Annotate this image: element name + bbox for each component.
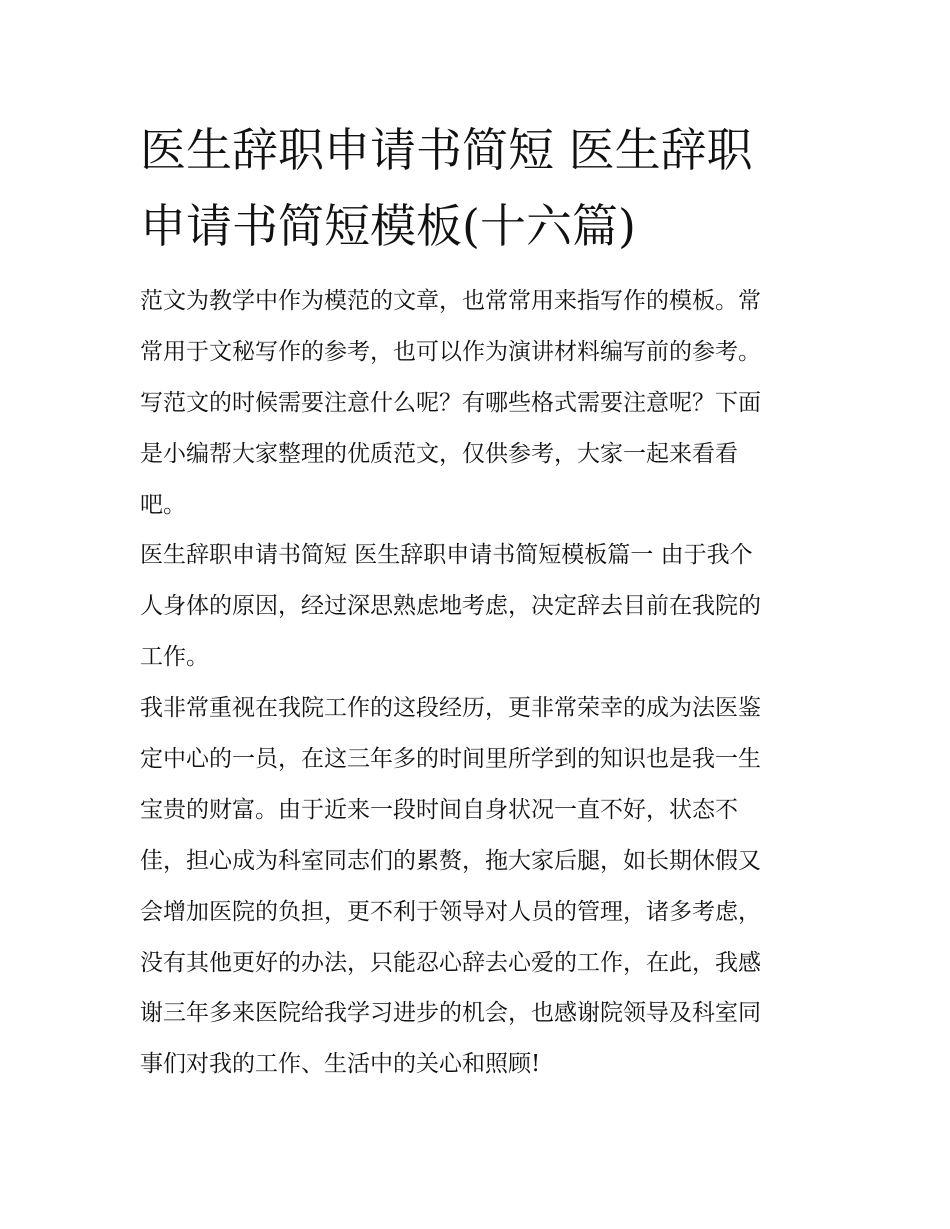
body-line: 佳，担心成为科室同志们的累赘，拖大家后腿，如长期休假又 (140, 847, 761, 874)
body-line: 人身体的原因，经过深思熟虑地考虑，决定辞去目前在我院的 (140, 593, 761, 620)
body-line: 定中心的一员，在这三年多的时间里所学到的知识也是我一生 (140, 746, 761, 773)
body-line: 范文为教学中作为模范的文章，也常常用来指写作的模板。常 (140, 288, 761, 314)
body-line: 医生辞职申请书简短 医生辞职申请书简短模板篇一 由于我个 (140, 542, 753, 569)
body-line: 我非常重视在我院工作的这段经历，更非常荣幸的成为法医鉴 (140, 695, 761, 722)
body-line: 工作。 (140, 644, 209, 671)
body-line: 吧。 (140, 491, 186, 518)
body-line: 写范文的时候需要注意什么呢？有哪些格式需要注意呢？下面 (140, 389, 761, 416)
title-line: 医生辞职申请书简短 医生辞职 (140, 123, 753, 177)
body-line: 是小编帮大家整理的优质范文，仅供参考，大家一起来看看 (140, 440, 738, 467)
body-line: 会增加医院的负担，更不利于领导对人员的管理，诸多考虑， (140, 898, 761, 925)
title-line: 申请书简短模板(十六篇) (140, 199, 636, 253)
body-line: 事们对我的工作、生活中的关心和照顾! (140, 1051, 541, 1078)
body-line: 宝贵的财富。由于近来一段时间自身状况一直不好，状态不 (140, 796, 738, 823)
document-body (140, 276, 820, 1090)
page-title (140, 112, 820, 264)
body-line: 常用于文秘写作的参考，也可以作为演讲材料编写前的参考。 (140, 338, 761, 365)
body-line: 谢三年多来医院给我学习进步的机会，也感谢院领导及科室同 (140, 1000, 761, 1027)
body-line: 没有其他更好的办法，只能忍心辞去心爱的工作，在此，我感 (140, 949, 761, 976)
